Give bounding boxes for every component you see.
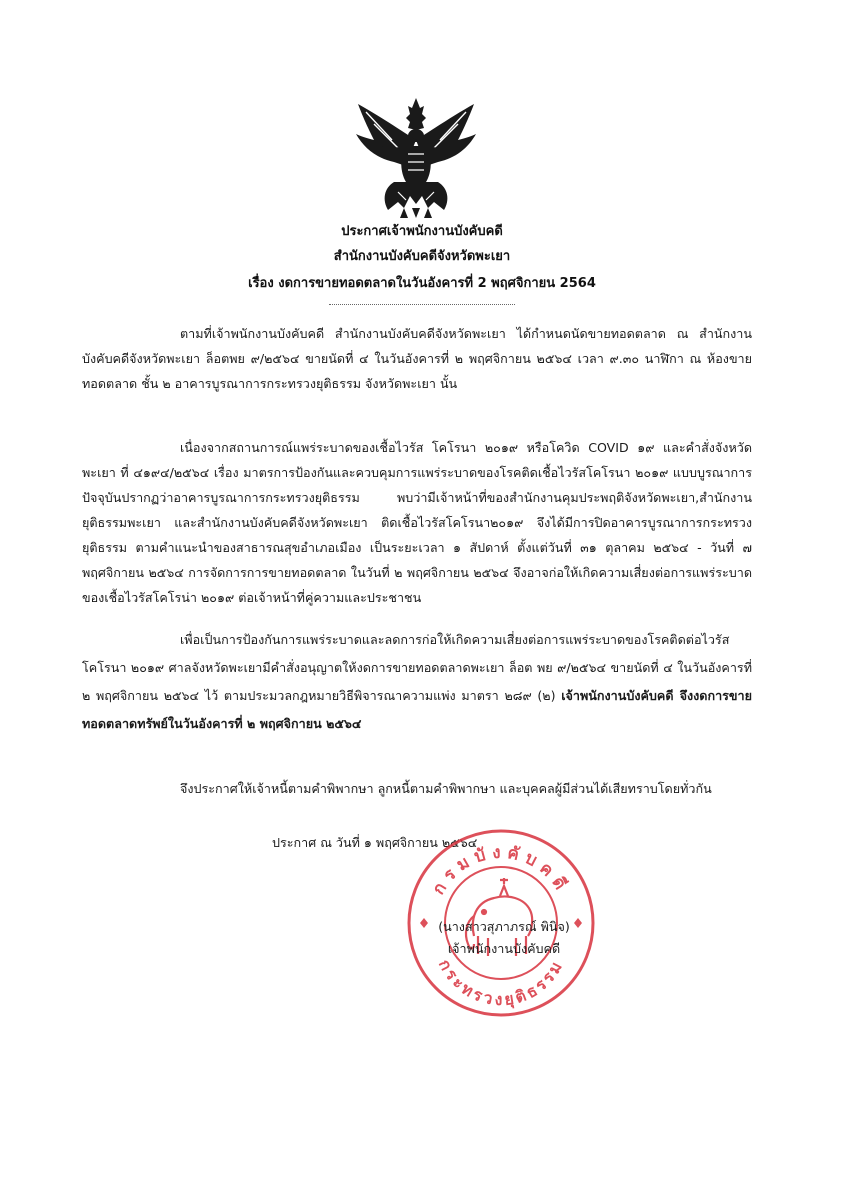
paragraph-1 [82, 321, 752, 396]
paragraph-1-text: ตามที่เจ้าพนักงานบังคับคดี สำนักงานบังคับคดีจังหวัดพะเยา ได้กำหนดนัดขายทอดตลาด ณ สำนักงานบังคับคดีจังหวัดพะเยา ล็อตพย ๙/๒๕๖๔ ขายนัดที่ ๔ ในวันอังคารที่ ๒ พฤศจิกายน ๒๕๖๔ เวลา ๙.๓๐ นาฬิกา ณ ห้องขายทอดตลาด ชั้น ๒ อาคารบูรณาการกระทรวงยุติธรรม จังหวัดพะเยา นั้น [82, 326, 752, 391]
paragraph-3 [82, 626, 752, 738]
signer-name: (นางสาวสุภาภรณ์ พินิจ) [438, 919, 570, 934]
subject-line: เรื่อง งดการขายทอดตลาดในวันอังคารที่ 2 พฤศจิกายน 2564 [248, 276, 596, 291]
paragraph-4 [82, 776, 752, 801]
paragraph-2-text: เนื่องจากสถานการณ์แพร่ระบาดของเชื้อไวรัส โคโรนา ๒๐๑๙ หรือโควิด COVID ๑๙ และคำสั่งจังหวัดพะเยา ที่ ๔๑๙๔/๒๕๖๔ เรื่อง มาตรการป้องกันและควบคุมการแพร่ระบาดของโรคติดเชื้อไวรัสโคโรนา ๒๐๑๙ แบบบูรณาการ ปัจจุบันปรากฏว่าอาคารบูรณาการกระทรวงยุติธรรม พบว่ามีเจ้าหน้าที่ของสำนักงานคุมประพฤติจังหวัดพะเยา,สำนักงานยุติธรรมพะเยา และสำนักงานบังคับคดีจังหวัดพะเยา ติดเชื้อไวรัสโคโรนา๒๐๑๙ จึงได้มีการปิดอาคารบูรณาการกระทรวงยุติธรรม ตามคำแนะนำของสาธารณสุขอำเภอเมือง เป็นระยะเวลา ๑ สัปดาห์ ตั้งแต่วันที่ ๓๑ ตุลาคม ๒๕๖๔ - วันที่ ๗ พฤศจิกายน ๒๕๖๔ การจัดการการขายทอดตลาด ในวันที่ ๒ พฤศจิกายน ๒๕๖๔ จึงอาจก่อให้เกิดความเสี่ยงต่อการแพร่ระบาดของเชื้อไวรัสโคโรน่า ๒๐๑๙ ต่อเจ้าหน้าที่คู่ความและประชาชน [82, 440, 752, 605]
paragraph-3-decision: เจ้าพนักงานบังคับคดี จึงงดการขายทอดตลาดทรัพย์ในวันอังคารที่ ๒ พฤศจิกายน ๒๕๖๔ [82, 688, 752, 731]
paragraph-3-body: เพื่อเป็นการป้องกันการแพร่ระบาดและลดการก่อให้เกิดความเสี่ยงต่อการแพร่ระบาดของโรคติดต่อไวรัสโคโรนา ๒๐๑๙ ศาลจังหวัดพะเยามีคำสั่งอนุญาตให้งดการขายทอดตลาดพะเยา ล็อต พย ๙/๒๕๖๔ ขายนัดที่ ๔ ในวันอังคารที่ ๒ พฤศจิกายน ๒๕๖๔ ไว้ ตามประมวลกฎหมายวิธีพิจารณาความแพ่ง มาตรา ๒๘๙ (๒) [82, 632, 752, 703]
paragraph-2 [82, 435, 752, 610]
garuda-emblem-icon [354, 96, 478, 220]
paragraph-4-text: จึงประกาศให้เจ้าหนี้ตามคำพิพากษา ลูกหนี้ตามคำพิพากษา และบุคคลผู้มีส่วนได้เสียทราบโดยทั่วกัน [180, 781, 712, 796]
announcement-title: ประกาศเจ้าพนักงานบังคับคดี [341, 224, 503, 239]
seal-top-text: กรมบังคับคดี [428, 842, 574, 899]
seal-bottom-text: กระทรวงยุติธรรม [434, 956, 568, 1010]
paragraph-3-text [82, 626, 752, 738]
divider [329, 304, 515, 305]
signature-block [424, 916, 584, 960]
office-name: สำนักงานบังคับคดีจังหวัดพะเยา [333, 249, 511, 264]
signer-position: เจ้าพนักงานบังคับคดี [447, 941, 561, 956]
issue-date: ประกาศ ณ วันที่ ๑ พฤศจิกายน ๒๕๖๔ [272, 835, 478, 850]
